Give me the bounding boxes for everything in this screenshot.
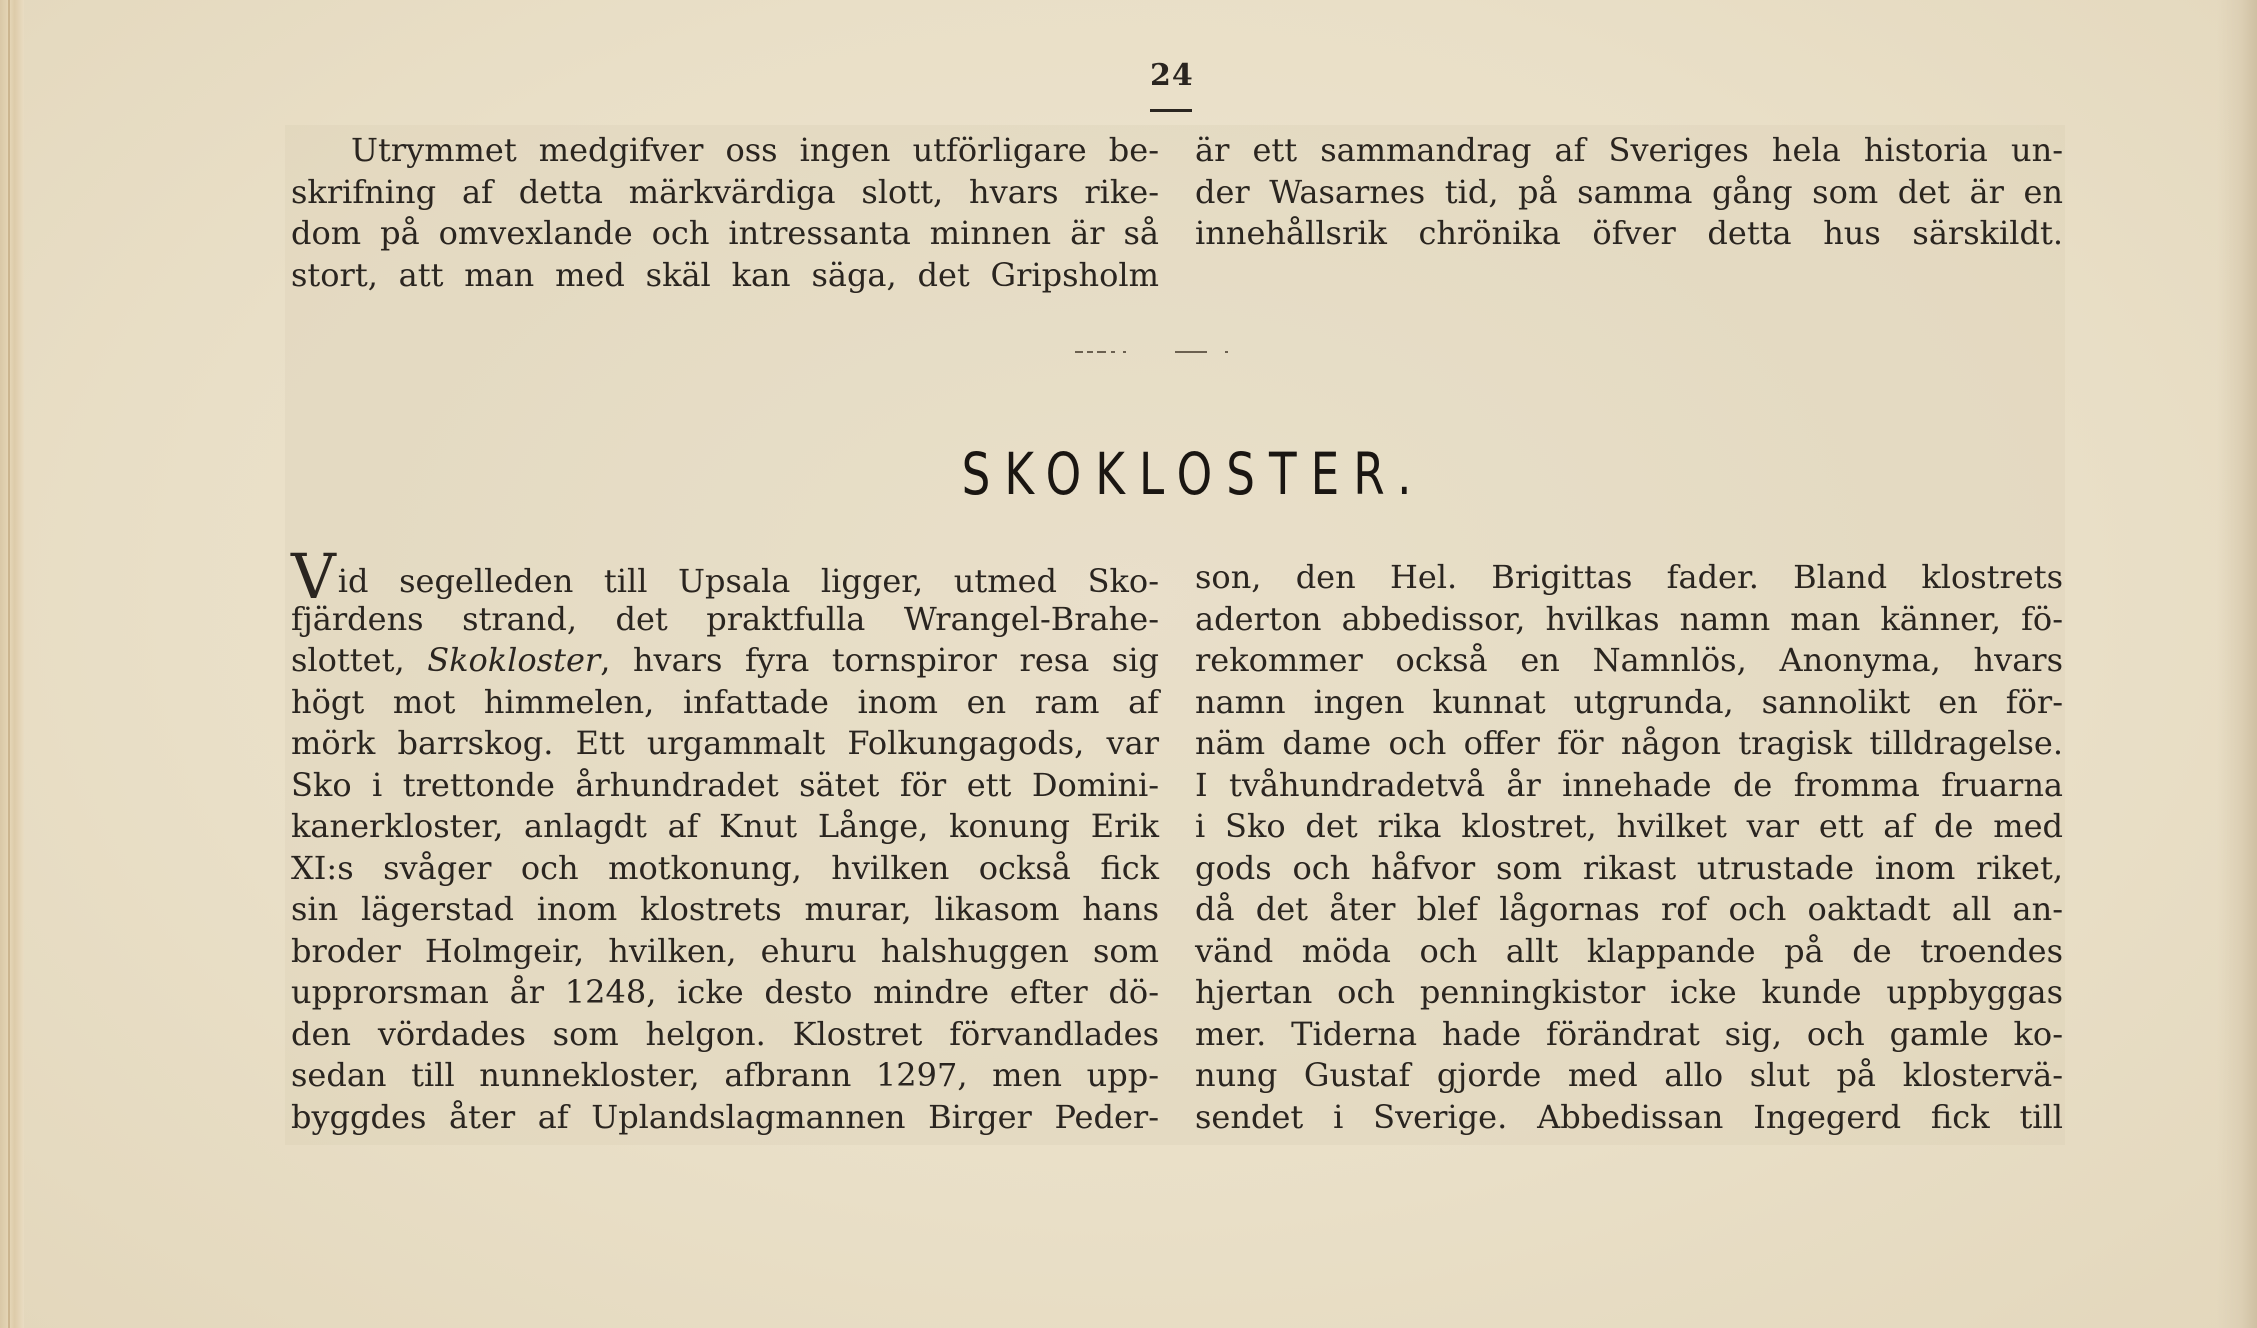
- text-line: skrifning af detta märkvärdiga slott, hvars rike-: [291, 172, 1159, 211]
- text-line: XI:s svåger och motkonung, hvilken också fick: [291, 848, 1159, 887]
- main-right-column: [1195, 557, 2063, 1138]
- drop-cap: V: [291, 540, 336, 613]
- text-line: I tvåhundradetvå år innehade de fromma fruarna: [1195, 765, 2063, 804]
- text-line: stort, att man med skäl kan säga, det Gripsholm: [291, 255, 1159, 294]
- text-line: Vid segelleden till Upsala ligger, utmed Sko-: [291, 540, 1159, 613]
- text-line: hjertan och penningkistor icke kunde uppbyggas: [1195, 973, 2063, 1011]
- text-line: upprorsman år 1248, icke desto mindre efter dö-: [291, 973, 1159, 1011]
- text-line: Sko i trettonde århundradet sätet för ett Domini-: [291, 765, 1159, 804]
- text-line: mer. Tiderna hade förändrat sig, och gamle ko-: [1195, 1014, 2063, 1053]
- text-line: sin lägerstad inom klostrets murar, likasom hans: [291, 890, 1159, 928]
- section-separator: [1075, 348, 1255, 356]
- text-line: den vördades som helgon. Klostret förvandlades: [291, 1014, 1159, 1053]
- text-line: är ett sammandrag af Sveriges hela historia un-: [1195, 131, 2063, 169]
- text-line: kanerkloster, anlagdt af Knut Långe, konung Erik: [291, 807, 1159, 845]
- text-line: byggdes åter af Uplandslagmannen Birger Peder-: [291, 1097, 1159, 1136]
- text-line: Utrymmet medgifver oss ingen utförligare be-: [351, 131, 1159, 169]
- top-left-column: [291, 130, 1159, 296]
- text-line: vänd möda och allt klappande på de troendes: [1195, 931, 2063, 970]
- main-left-column: [291, 540, 1160, 1138]
- text-line: då det åter blef lågornas rof och oaktadt all an-: [1195, 890, 2063, 928]
- text-line: der Wasarnes tid, på samma gång som det är en: [1195, 172, 2063, 211]
- book-gutter: [0, 0, 24, 1328]
- text-line: dom på omvexlande och intressanta minnen är så: [291, 214, 1159, 252]
- text-line: innehållsrik chrönika öfver detta hus särskildt.: [1195, 214, 2063, 252]
- text-line: broder Holmgeir, hvilken, ehuru halshuggen som: [291, 931, 1159, 970]
- text-line: högt mot himmelen, infattade inom en ram af: [291, 682, 1159, 721]
- text-line: rekommer också en Namnlös, Anonyma, hvars: [1195, 641, 2063, 679]
- text-line: mörk barrskog. Ett urgammalt Folkungagods, var: [291, 724, 1159, 762]
- text-line: son, den Hel. Brigittas fader. Bland klostrets: [1195, 558, 2063, 596]
- text-line: gods och håfvor som rikast utrustade inom riket,: [1195, 848, 2063, 887]
- text-line: namn ingen kunnat utgrunda, sannolikt en för-: [1195, 682, 2063, 721]
- text-line: sedan till nunnekloster, afbrann 1297, men upp-: [291, 1056, 1159, 1094]
- section-heading: SKOKLOSTER.: [961, 440, 1426, 508]
- top-right-column: [1195, 130, 2063, 255]
- page-edge: [2217, 0, 2257, 1328]
- italic-place-name: Skokloster: [427, 641, 601, 679]
- page-number: 24: [1150, 58, 1194, 93]
- page-number-rule: [1150, 109, 1192, 112]
- text-line: aderton abbedissor, hvilkas namn man känner, fö-: [1195, 599, 2063, 638]
- text-line: fjärdens strand, det praktfulla Wrangel-Brahe-: [291, 599, 1159, 638]
- text-line: i Sko det rika klostret, hvilket var ett af de med: [1195, 807, 2063, 845]
- text-line: näm dame och offer för någon tragisk tilldragelse.: [1195, 724, 2063, 762]
- text-line: slottet, Skokloster, hvars fyra tornspiror resa sig: [291, 641, 1160, 679]
- text-line: sendet i Sverige. Abbedissan Ingegerd fick till: [1195, 1097, 2063, 1136]
- text-line: nung Gustaf gjorde med allo slut på klostervä-: [1195, 1056, 2063, 1094]
